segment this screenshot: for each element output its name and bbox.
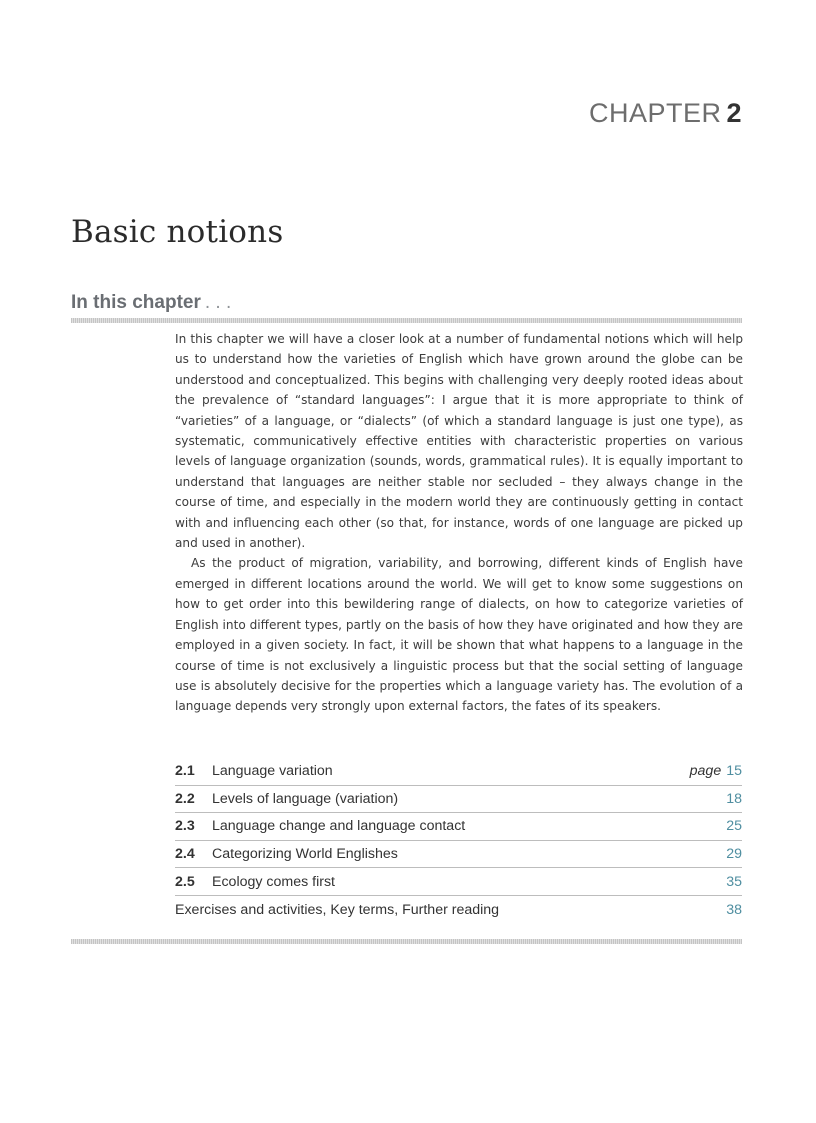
toc-page-number: 29 — [726, 846, 742, 863]
toc-page-number: 38 — [726, 901, 742, 918]
toc-page-number: 35 — [726, 873, 742, 890]
chapter-label — [589, 98, 742, 129]
intro-text — [175, 329, 743, 717]
toc-section-number: 2.1 — [175, 763, 195, 780]
toc-row[interactable] — [175, 868, 742, 896]
toc-row[interactable] — [175, 786, 742, 814]
toc-section-title: Levels of language (variation) — [212, 790, 399, 807]
chapter-title: Basic notions — [71, 214, 284, 250]
section-heading — [71, 292, 231, 314]
toc-extras-title: Exercises and activities, Key terms, Further reading — [175, 901, 500, 918]
toc-section-title: Language change and language contact — [212, 818, 466, 835]
section-heading-text: In this chapter — [71, 292, 201, 313]
section-heading-ellipsis: . . . — [204, 292, 232, 313]
top-divider — [71, 318, 742, 323]
toc-section-number: 2.5 — [175, 873, 195, 890]
intro-paragraph-2: As the product of migration, variability, and borrowing, different kinds of English have emerged in different locations around the world. We will get to know some suggestions on how to get order into this bewildering range of dialects, on how to categorize varieties of English into different types, partly on the basis of how they have originated and how they are employed in a given society. In fact, it will be shown that what happens to a language in the course of time is not exclusively a linguistic process but that the social setting of language use is absolutely decisive for the properties which a language variety has. The evolution of a language depends very strongly upon external factors, the fates of its speakers. — [175, 556, 743, 714]
toc-page-number: 18 — [726, 790, 742, 807]
toc-row[interactable] — [175, 758, 742, 786]
toc-page-prefix: page — [689, 763, 722, 780]
chapter-label-text: CHAPTER — [588, 98, 722, 128]
toc-row[interactable] — [175, 813, 742, 841]
toc-section-title: Ecology comes first — [212, 873, 335, 890]
toc-section-title: Language variation — [212, 763, 333, 780]
toc-page-number: 15 — [726, 763, 742, 780]
toc-section-number: 2.4 — [175, 846, 195, 863]
toc-page-number: 25 — [726, 818, 742, 835]
toc-section-title: Categorizing World Englishes — [212, 846, 398, 863]
toc-row[interactable] — [175, 841, 742, 869]
toc-row-extras[interactable] — [175, 896, 742, 924]
chapter-number: 2 — [726, 98, 742, 128]
toc-section-number: 2.2 — [175, 790, 195, 807]
toc-section-number: 2.3 — [175, 818, 195, 835]
intro-paragraph-1: In this chapter we will have a closer look at a number of fundamental notions which will help us to understand how the varieties of English which have grown around the globe can be understood and conceptualized. This begins with challenging very deeply rooted ideas about the prevalence of “standard languages”: I argue that it is more appropriate to think of “varieties” of a language, or “dialects” (of which a standard language is just one type), as systematic, communicatively effective entities with characteristic properties on various levels of language organization (sounds, words, grammatical rules). It is equally important to understand that languages are neither stable nor secluded – they always change in the course of time, and especially in the modern world they are continuously getting in contact with and influencing each other (so that, for instance, words of one language are picked up and used in another). — [175, 332, 743, 551]
bottom-divider — [71, 939, 742, 944]
table-of-contents — [175, 758, 742, 924]
